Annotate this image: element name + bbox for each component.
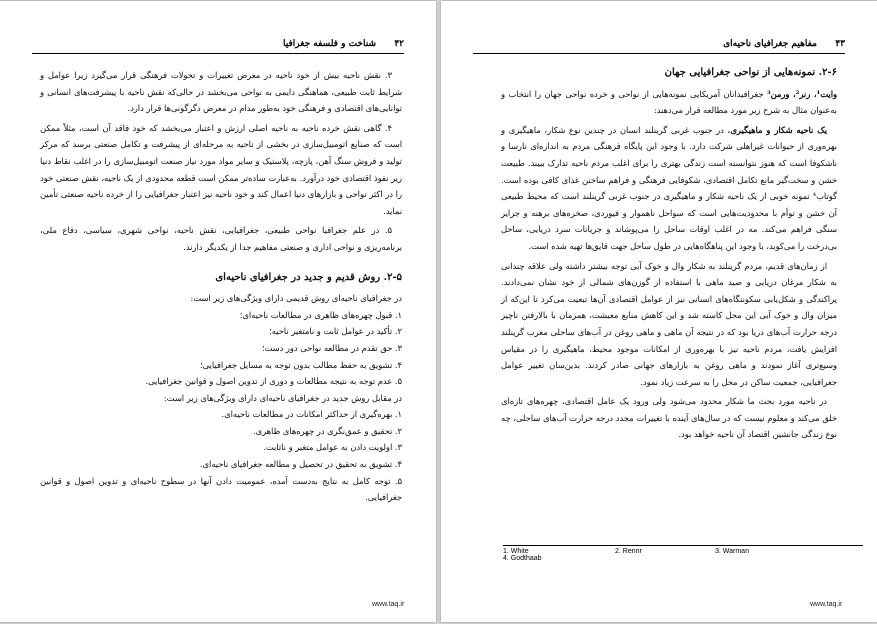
list-intro: در مقابل روش جدید در جغرافیای ناحیه‌ای دارای ویژگی‌های زیر است:: [163, 392, 402, 403]
paragraph: ۵. در علم جغرافیا نواحی طبیعی، جغرافیایی، نقش ناحیه، نواحی شهری، سیاسی، دفاع ملی، برنامه‌ریزی و نواحی اداری و صنعتی مفاهیم جدا از یکدیگر دارند.: [40, 225, 402, 252]
right-page-running-title: مفاهیم جغرافیای ناحیه‌ای: [723, 39, 817, 49]
paragraph: ۳. نقش ناحیه بیش از خود ناحیه در معرض تغییرات و تحولات فرهنگی قرار می‌گیرد زیرا عوامل و شرایط ثابت طبیعی، هماهنگی دایمی به نواحی می‌بخشد در حالی‌که نقش ناحیه با پیشرفت‌های انسانی و توانایی‌های اقتصادی و فرهنگی خود به‌طور مدام در معرض دگرگونی‌ها قرار دارد.: [40, 70, 402, 114]
paragraph-text: در جنوب غربی گرینلند انسان در چندین نوع شکار، ماهیگیری و بهره‌وری از حیوانات غیراهلی شرکت دارد. با وجود این پایگاه فرهنگی مردم به اندازه‌ای نارسا و ناشکوفا است که هنوز نتوانسته است زندگی بهتری را برای اغلب مردم ناحیه تدارک ببیند. طبیعت خشن و سخت‌گیر مانع تکامل اقتصادی، شکوفایی فرهنگی و فراهم ساختن غذای کافی بوده است. گوتاب⁴ نمونه خوبی از یک ناحیه شکار و ماهیگیری در جنوب غربی گرینلند است که محیط طبیعی آن خشن و توأم با محدودیت‌هایی است که سواحل ناهموار و فیوردی، صخره‌های برهنه و جزایر سنگی فراهم می‌کند. مه در اغلب اوقات ساحل را می‌پوشاند و جریانات سرد دریایی، ساحل بی‌درخت را می‌کوبد، با وجود این پناهگاه‌هایی در طول ساحل جهت قایق‌ها تهیه شده است.: [501, 124, 837, 251]
sub-heading: یک ناحیه شکار و ماهیگیری.: [727, 124, 827, 135]
section-heading: ۲-۶. نمونه‌هایی از نواحی جغرافیایی جهان: [664, 67, 837, 78]
old-method-list: [40, 290, 402, 390]
footnote-row: [503, 555, 863, 563]
footnote: 1. White: [503, 548, 529, 555]
list-item: ۳. اولویت دادن به عوامل متغیر و ناثابت.: [263, 442, 402, 453]
paragraph: [501, 122, 837, 255]
right-page-number: ۴۳: [835, 39, 845, 49]
intro-paragraph: [501, 86, 837, 119]
left-page-header: [32, 37, 404, 54]
right-page-header: [473, 37, 845, 54]
intro-text: جغرافیدانان آمریکایی نمونه‌هایی از نواحی و خرده نواحی جهان را انتخاب و به‌عنوان مثال به شرح زیر مورد مطالعه قرار می‌دهند:: [501, 88, 837, 116]
list-item: ۲. تأکید در عوامل ثابت و نامتغیر ناحیه؛: [269, 326, 402, 337]
list-item: ۳. حق تقدم در مطالعه نواحی دور دست؛: [261, 342, 402, 353]
footnote: 3. Warman: [715, 548, 749, 555]
list-item: ۴. تشویق به حفظ مطالب بدون توجه به مسایل جغرافیایی؛: [199, 359, 402, 370]
list-intro: در جغرافیای ناحیه‌ای روش قدیمی دارای ویژگی‌های زیر است:: [190, 293, 402, 304]
section-heading: ۲-۵. روش قدیم و جدید در جغرافیای ناحیه‌ای: [215, 271, 402, 283]
footnote: 4. Godthaab: [503, 555, 542, 562]
left-page: [0, 1, 436, 622]
left-page-running-title: شناخت و فلسفه جغرافیا: [283, 39, 376, 49]
list-item: ۲. تحقیق و عمق‌نگری در چهره‌های ظاهری.: [252, 425, 402, 436]
right-page-body: [501, 65, 837, 446]
list-item: ۱. قبول چهره‌های ظاهری در مطالعات ناحیه‌ای؛: [239, 309, 402, 320]
paragraph: از زمان‌های قدیم، مردم گرینلند به شکار وال و خوک آبی توجه بیشتر داشته ولی علاقه چندانی به شکار مرغان دریایی و صید ماهی با استفاده از گوزن‌های شمالی از خود نشان نمی‌دادند. پراکندگی و شکل‌یابی سکونتگاه‌های انسانی نیز از عوامل اقتصادی آن‌ها تبعیت می‌کرد تا این‌که از میزان وال و خوک آبی این محل کاسته شد و این کاهش منابع معیشت، همزمان با بالارفتن ناچیز درجه حرارت آب‌های دریا بود که در نتیجه آن ماهی و ماهی روغن در آب‌های ساحلی مغرب گرینلند افزایش یافت، مردم ناحیه نیز با بهره‌وری از امکانات موجود محیط، ماهیگیری را در مقیاس وسیع‌تری آغاز نمودند و ماهی روغن به بازارهای جهانی صادر کردند. بدین‌سان تغییر عوامل جغرافیایی، جمعیت ساکن در محل را به سرعت زیاد نمود.: [501, 260, 837, 387]
list-item: ۱. بهره‌گیری از حداکثر امکانات در مطالعات ناحیه‌ای.: [221, 409, 402, 420]
new-method-list: [40, 390, 402, 506]
list-item: ۵. عدم توجه به نتیجه مطالعات و دوری از تدوین اصول و قوانین جغرافیایی.: [145, 376, 402, 387]
footnotes: [503, 545, 863, 563]
paragraph: ۴. گاهی نقش خرده ناحیه به ناحیه اصلی ارزش و اعتبار می‌بخشد که خود فاقد آن است، مثلاً ممکن است که صنایع اتومبیل‌سازی در بخشی از ناحیه به مرحله‌ای از پیشرفت و تکامل صنعتی برسد که مرکز تولید و فروش سنگ آهن، پارچه، پلاستیک و سایر مواد مورد نیاز صنعت اتومبیل‌سازی را در اغلب نقاط دنیا زیر نفوذ اقتصادی خود درآورد. به‌عبارت ساده‌تر ممکن است قطعه محدودی از یک ناحیه، نقش صنعتی خود را در اکثر نواحی و بازارهای دنیا اعمال کند و خود ناحیه نیز اعتبار جغرافیایی را از خرده ناحیه صنعتی تأمین نماید.: [40, 122, 402, 216]
author-names: وایت¹، رنر²، ورمن³: [766, 88, 838, 99]
list-item: ۴. تشویق به تحقیق در تحصیل و مطالعه جغرافیای ناحیه‌ای.: [199, 459, 402, 470]
paragraph: در ناحیه مورد بحث ما شکار محدود می‌شود ولی ورود یک عامل اقتصادی، چهره‌های تازه‌ای خلق می‌کند و معلوم نیست که در سال‌های آینده با تغییرات مجدد درجه حرارت آب‌های ساحلی، چه نوع زندگی جانشین اقتصاد آن ناحیه خواهد بود.: [501, 396, 837, 440]
list-item: ۵. توجه کامل به نتایج به‌دست آمده، عمومیت دادن آنها در سطوح ناحیه‌ای و تدوین اصول و قوانین جغرافیایی.: [40, 475, 402, 503]
right-page-footer-url: www.taq.ir: [810, 601, 843, 608]
left-page-number: ۴۲: [394, 39, 404, 49]
right-page: [441, 1, 877, 622]
footnote: 2. Rennr: [615, 548, 642, 555]
left-page-footer-url: www.taq.ir: [372, 601, 405, 608]
left-page-body: [40, 67, 402, 506]
